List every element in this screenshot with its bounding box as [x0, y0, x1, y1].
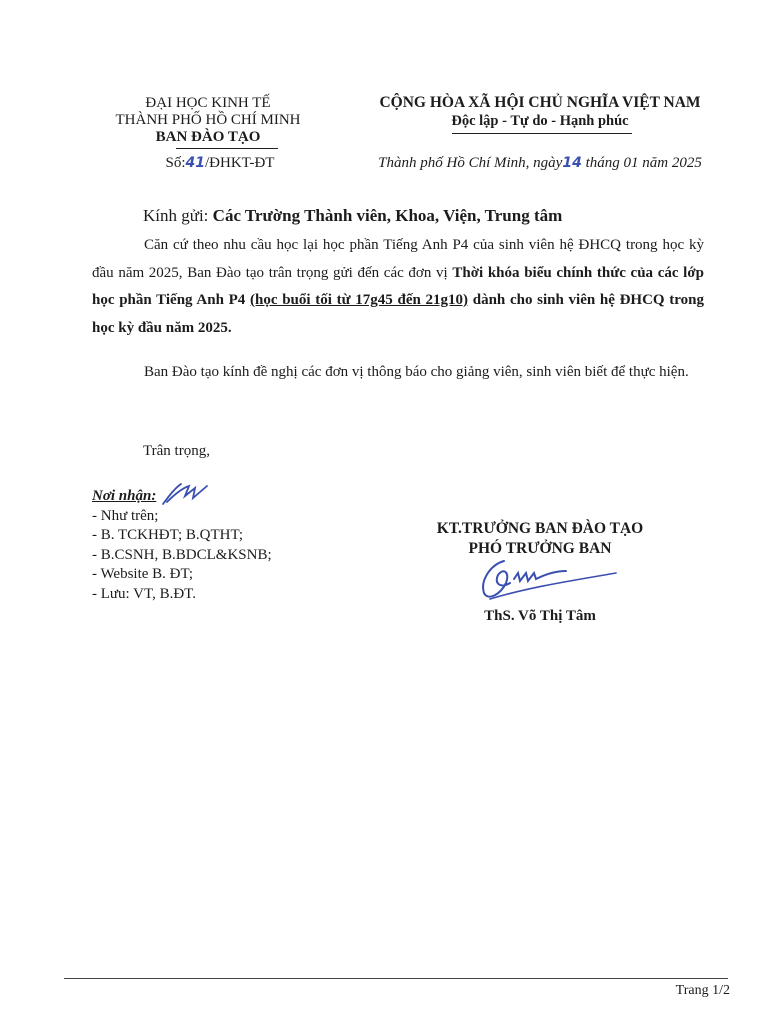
national-motto: Độc lập - Tự do - Hạnh phúc [451, 113, 629, 129]
body-paragraph-1 [92, 232, 704, 342]
signature-title-2: PHÓ TRƯỞNG BAN [468, 540, 612, 557]
national-title: CỘNG HÒA XÃ HỘI CHỦ NGHĨA VIỆT NAM [379, 94, 701, 111]
para1-text-b: Thời khóa biểu chính thức của các lớp học phần Tiếng Anh P4 [92, 264, 704, 308]
para1-text-a: Căn cứ theo nhu cầu học lại học phần Tiếng Anh P4 của sinh viên hệ ĐHCQ trong học kỳ đầu năm 2025, Ban Đào tạo trân trọng gửi đến các đơn vị [92, 237, 704, 281]
page-number: Trang 1/2 [675, 983, 730, 998]
date-line [330, 155, 750, 172]
signature-title-1: KT.TRƯỞNG BAN ĐÀO TẠO [436, 520, 644, 537]
recipients-item: - Như trên; [92, 507, 159, 524]
para1-text-c: (học buổi tối từ 17g45 đến 21g10) [250, 292, 469, 308]
issuer-city: THÀNH PHỐ HỒ CHÍ MINH [115, 112, 301, 128]
recipient-label: Kính gửi: [143, 206, 209, 225]
issuer-university: ĐẠI HỌC KINH TẾ [145, 95, 271, 111]
recipient-value: Các Trường Thành viên, Khoa, Viện, Trung tâm [212, 206, 563, 225]
para1-text-d: dành cho sinh viên hệ ĐHCQ trong học kỳ đầu năm 2025. [92, 292, 705, 336]
closing-text: Trân trọng, [143, 443, 210, 459]
recipients-item: - Lưu: VT, B.ĐT. [92, 585, 196, 602]
document-number [120, 155, 320, 172]
issuer-underline [176, 148, 278, 149]
doc-no-value: 41 [185, 155, 206, 171]
recipient-line [143, 206, 562, 226]
initials-scribble [155, 478, 215, 510]
date-day: 14 [562, 155, 582, 171]
handwritten-signature [470, 553, 620, 605]
date-prefix: Thành phố Hồ Chí Minh, ngày [378, 155, 563, 171]
footer-divider [64, 978, 728, 979]
doc-no-suffix: /ĐHKT-ĐT [205, 155, 275, 171]
recipients-item: - Website B. ĐT; [92, 566, 194, 582]
national-motto-block [340, 93, 740, 131]
body-paragraph-2: Ban Đào tạo kính đề nghị các đơn vị thông báo cho giảng viên, sinh viên biết để thực hiện. [144, 364, 689, 380]
date-suffix: tháng 01 năm 2025 [585, 155, 702, 171]
recipients-item: - B.CSNH, B.BDCL&KSNB; [92, 546, 272, 563]
issuer-block [88, 95, 328, 146]
signer-name: ThS. Võ Thị Tâm [484, 608, 596, 624]
doc-no-prefix: Số: [165, 155, 186, 171]
recipients-item: - B. TCKHĐT; B.QTHT; [92, 527, 243, 543]
motto-underline [452, 133, 632, 134]
recipients-title: Nơi nhận: [92, 488, 157, 504]
issuer-department: BAN ĐÀO TẠO [155, 129, 261, 145]
